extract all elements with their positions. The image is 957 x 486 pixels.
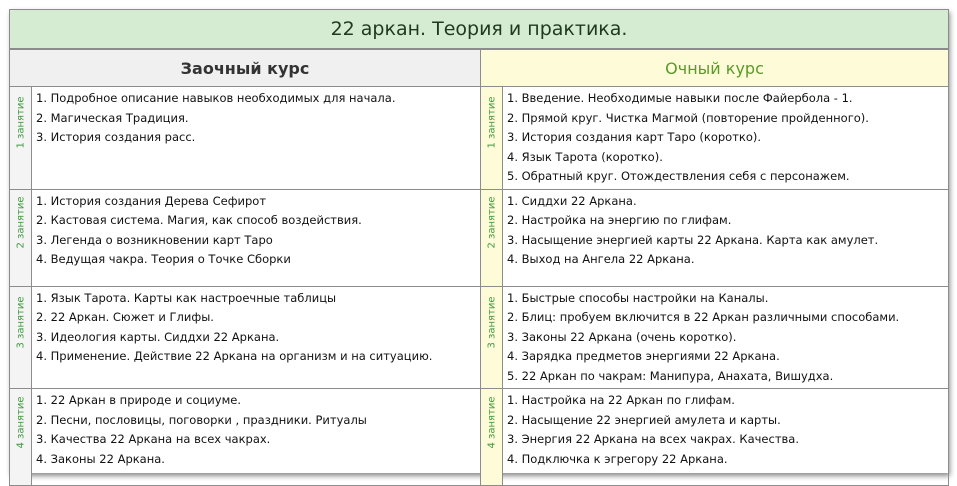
lesson-row (10, 389, 949, 486)
topic-item: 5. Обратный круг. Отождествления себя с персонажем. (507, 169, 850, 183)
topic-item: 3. История создания карт Таро (коротко). (507, 130, 762, 144)
topic-item: 2. Магическая Традиция. (36, 110, 189, 125)
topic-item: 1. Настройка на 22 Аркан по глифам. (507, 393, 735, 407)
lesson-number-cell-right (481, 286, 503, 389)
topic-item: 2. Прямой круг. Чистка Магмой (повторение пройденного). (507, 110, 869, 125)
topic-item: 1. Подробное описание навыков необходимых для начала. (36, 91, 396, 105)
lesson-number-cell-left (10, 389, 32, 486)
lesson-number-cell-left (10, 87, 32, 190)
lesson-topics-right (503, 87, 949, 190)
topic-item: 1. Язык Тарота. Карты как настроечные таблицы (36, 290, 337, 305)
lesson-row (10, 286, 949, 389)
course-table-sheet (9, 9, 948, 473)
topic-item: 3. История создания расс. (36, 130, 196, 144)
topic-item: 3. Насыщение энергией карты 22 Аркана. Карта как амулет. (507, 232, 879, 247)
lesson-topics-left (32, 286, 481, 389)
topic-item: 4. Применение. Действие 22 Аркана на организм и на ситуацию. (36, 349, 433, 363)
lesson-topics-right (503, 286, 949, 389)
lesson-topics-right (503, 189, 949, 286)
course-table (9, 9, 949, 486)
lesson-topics-left (32, 389, 481, 486)
topic-item: 1. История создания Дерева Сефирот (36, 193, 267, 208)
topic-item: 2. Насыщение 22 энергией амулета и карты. (507, 412, 781, 427)
lesson-number-label: 3 занятие (486, 296, 498, 349)
topic-item: 1. 22 Аркан в природе и социуме. (36, 393, 241, 407)
topic-item: 3. Энергия 22 Аркана на всех чакрах. Качества. (507, 432, 800, 446)
topic-item: 3. Идеология карты. Сиддхи 22 Аркана. (36, 329, 280, 344)
topic-item: 5. 22 Аркан по чакрам: Манипура, Анахата, Вишудха. (507, 368, 834, 383)
lesson-number-cell-left (10, 189, 32, 286)
header-in-person-course: Очный курс (481, 49, 949, 87)
lesson-topics-left (32, 189, 481, 286)
lesson-number-cell-right (481, 389, 503, 486)
lesson-number-label: 4 занятие (15, 395, 27, 448)
topic-item: 3. Легенда о возникновении карт Таро (36, 232, 273, 247)
topic-item: 2. Блиц: пробуем включится в 22 Аркан различными способами. (507, 310, 900, 324)
topic-item: 4. Язык Тарота (коротко). (507, 149, 663, 164)
lesson-row (10, 189, 949, 286)
topic-item: 4. Ведущая чакра. Теория о Точке Сборки (36, 252, 291, 266)
topic-item: 4. Законы 22 Аркана. (36, 451, 165, 466)
lesson-number-label: 4 занятие (486, 395, 498, 448)
lesson-row (10, 87, 949, 190)
lesson-number-cell-right (481, 87, 503, 190)
lesson-number-label: 1 занятие (15, 96, 27, 149)
topic-item: 1. Сиддхи 22 Аркана. (507, 193, 637, 208)
topic-item: 1. Быстрые способы настройки на Каналы. (507, 290, 769, 305)
lesson-number-cell-right (481, 189, 503, 286)
topic-item: 2. 22 Аркан. Сюжет и Глифы. (36, 310, 214, 324)
header-correspondence-course: Заочный курс (10, 49, 481, 87)
lesson-number-label: 2 занятие (15, 196, 27, 249)
topic-item: 2. Кастовая система. Магия, как способ воздействия. (36, 213, 362, 227)
lesson-number-label: 2 занятие (486, 196, 498, 249)
topic-item: 4. Выход на Ангела 22 Аркана. (507, 252, 695, 266)
topic-item: 3. Законы 22 Аркана (очень коротко). (507, 329, 737, 344)
lesson-rows (10, 87, 949, 486)
lesson-number-label: 1 занятие (486, 96, 498, 149)
table-title: 22 аркан. Теория и практика. (10, 10, 949, 50)
lesson-topics-right (503, 389, 949, 486)
lesson-number-cell-left (10, 286, 32, 389)
topic-item: 2. Песни, пословицы, поговорки , праздники. Ритуалы (36, 412, 367, 427)
topic-item: 3. Качества 22 Аркана на всех чакрах. (36, 432, 271, 446)
topic-item: 4. Зарядка предметов энергиями 22 Аркана. (507, 349, 780, 363)
lesson-number-label: 3 занятие (15, 296, 27, 349)
lesson-topics-left (32, 87, 481, 190)
topic-item: 4. Подключка к эгрегору 22 Аркана. (507, 451, 728, 466)
topic-item: 1. Введение. Необходимые навыки после Файербола - 1. (507, 91, 853, 105)
topic-item: 2. Настройка на энергию по глифам. (507, 213, 732, 227)
